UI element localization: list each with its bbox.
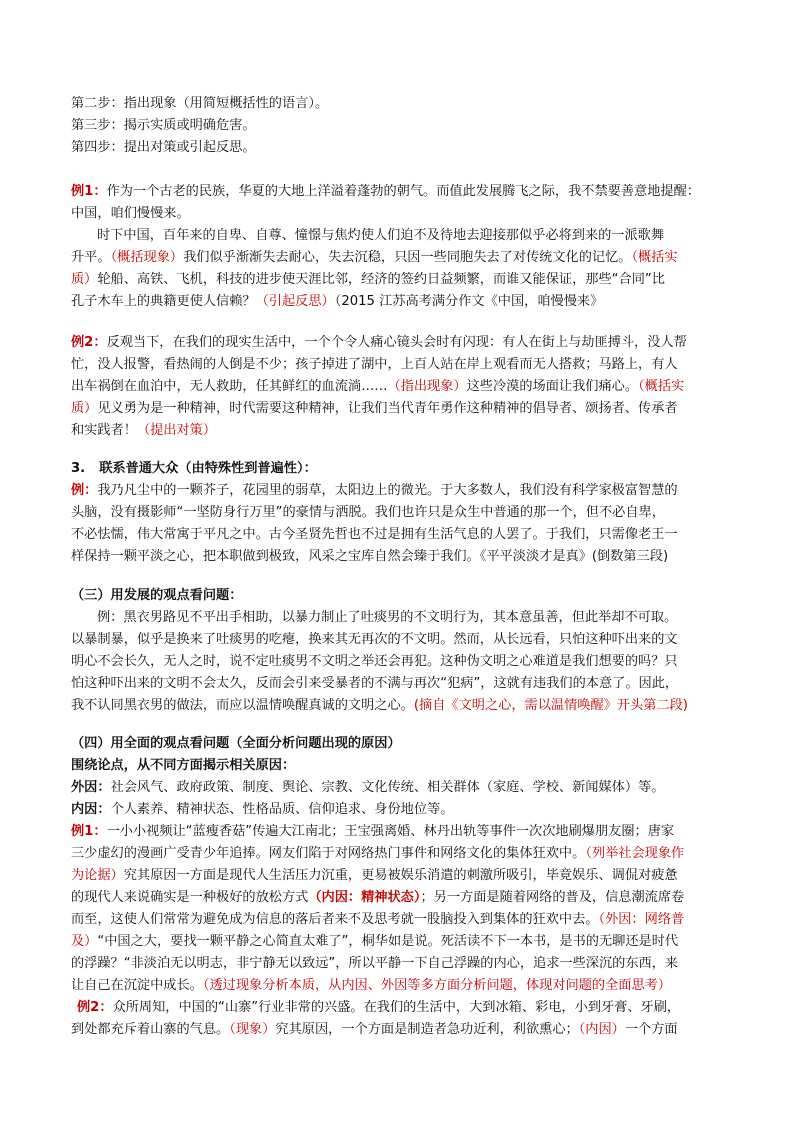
example-2-line xyxy=(71,420,216,442)
paragraph-text: 出车祸倒在血泊中，无人救助，任其鲜红的血流淌…… xyxy=(71,379,388,394)
source-citation: (摘自《文明之心，需以温情唤醒》开头第二段) xyxy=(413,698,688,713)
annotation-tag: （列举社会现象作 xyxy=(585,846,685,861)
section-heading: （四）用全面的观点看问题（全面分析问题出现的原因） xyxy=(71,736,401,751)
paragraph-text: 个人素养、精神状态、性格品质、信仰追求、身份地位等。 xyxy=(110,802,454,817)
annotation-tag: （概括实 xyxy=(638,379,685,394)
example-label: 例： xyxy=(71,483,98,498)
section-3-line: 头脑，没有摄影师“一坚防身行万里”的豪情与洒脱。我们也许只是众生中普通的那一个，但不必自卑， xyxy=(71,505,665,520)
paragraph-text: “中国之大，要找一颗平静之心简直太难了”，桐华如是说。死活读不下一本书，是书的无聊还是时代 xyxy=(97,934,679,949)
example-2-line xyxy=(71,398,678,420)
source-citation: （2015 江苏高考满分作文《中国，咱慢慢来》 xyxy=(334,294,604,309)
section-dev-line xyxy=(71,695,688,717)
paragraph-text: 究其原因，一个方面是制造者急功近利，利欲熏心； xyxy=(275,1022,579,1037)
paragraph-text: 孔子木车上的典籍更使人信赖？ xyxy=(71,294,256,309)
paragraph-text: 我不认同黑衣男的做法，而应以温情唤醒真诚的文明之心。 xyxy=(71,698,414,713)
annotation-tag: （内因） xyxy=(578,1022,625,1037)
section-all-ex1-line xyxy=(71,975,671,997)
section-all-ex2-line xyxy=(77,997,680,1019)
section-all-ex2-line xyxy=(71,1019,678,1041)
annotation-tag: （引起反思） xyxy=(255,294,335,309)
external-causes xyxy=(71,777,664,799)
section-3-line: 不必怯懦，伟大常寓于平凡之中。古今圣贤先哲也不过是拥有生活气息的人罢了。于我们，只需像老王一 xyxy=(71,527,678,542)
section-3-line: 样保持一颗平淡之心，把本职做到极致，风采之宝库自然会臻于我们。《平平淡淡才是真》(倒数第三段) xyxy=(71,549,669,564)
paragraph-text: 而至，这使人们常常为避免成为信息的落后者来不及思考就一股脑投入到集体的狂欢中去。 xyxy=(71,912,599,927)
paragraph-text: 一小小视频让“蓝瘦香菇”传遍大江南北；王宝强离婚、林丹出轨等事件一次次地刷爆朋友圈；唐家 xyxy=(106,824,675,839)
paragraph-text: 一个方面 xyxy=(624,1022,678,1037)
annotation-tag: （指出现象） xyxy=(387,379,467,394)
paragraph-text: 作为一个古老的民族，华夏的大地上洋溢着蓬勃的朝气。而值此发展腾飞之际，我不禁要善意地提醒： xyxy=(106,184,700,199)
example-2-line: 忙，没人报警，看热闹的人倒是不少；孩子掉进了湖中，上百人站在岸上观看而无人搭救；马路上，有人 xyxy=(71,357,678,372)
paragraph-text: 让自己在沉淀中成长。 xyxy=(71,978,203,993)
paragraph-text: 轮船、高铁、飞机，科技的进步使天涯比邻，经济的签约日益频繁，而谁又能保证，那些“合同”比 xyxy=(97,272,665,287)
section-dev-line: 明心不会长久，无人之时，说不定吐痰男不文明之举还会再犯。这种伪文明之心难道是我们想要的吗？只 xyxy=(71,654,678,669)
paragraph-text: 众所周知，中国的“山寨”行业非常的兴盛。在我们的生活中，大到冰箱、彩电，小到牙膏、牙刷， xyxy=(112,1000,681,1015)
example-label: 例1： xyxy=(71,824,107,839)
section-number: 3. xyxy=(71,461,86,476)
label: 外因： xyxy=(71,780,111,795)
annotation-tag: （外因：网络普 xyxy=(598,912,685,927)
example-1-line xyxy=(71,181,700,203)
step-4: 第四步：提出对策或引起反思。 xyxy=(71,140,256,155)
paragraph-text: ；另一方面是随着网络的普及，信息潮流席卷 xyxy=(420,890,685,905)
example-1-line xyxy=(71,247,678,269)
section-all-ex1-line xyxy=(71,909,684,931)
paragraph-text: 我们似乎渐渐失去耐心，失去沉稳，只因一些同胞失去了对传统文化的记忆。 xyxy=(183,250,632,265)
annotation-tag: 为论据） xyxy=(71,868,124,883)
example-1-line xyxy=(71,269,665,291)
paragraph-text: 见义勇为是一种精神，时代需要这种精神，让我们当代青年勇作这种精神的倡导者、颂扬者、传承者 xyxy=(97,401,678,416)
label: 内因： xyxy=(71,802,111,817)
paragraph-text: 升平。 xyxy=(71,250,111,265)
annotation-tag: 质） xyxy=(71,401,98,416)
example-label: 例2： xyxy=(77,1000,113,1015)
paragraph-text: 社会风气、政府政策、制度、舆论、宗教、文化传统、相关群体（家庭、学校、新闻媒体）等。 xyxy=(110,780,665,795)
paragraph-text: 究其原因一方面是现代人生活压力沉重，更易被娱乐消遣的刺激所吸引，毕竟娱乐、调侃对疲惫 xyxy=(123,868,678,883)
paragraph-text: 三少虚幻的漫画广受青少年追捧。网友们陷于对网络热门事件和网络文化的集体狂欢中。 xyxy=(71,846,586,861)
section-heading xyxy=(71,458,317,480)
step-2: 第二步：指出现象（用简短概括性的语言）。 xyxy=(71,96,329,111)
example-1-line: 中国，咱们慢慢来。 xyxy=(71,206,190,221)
example-label: 例2： xyxy=(71,335,107,350)
internal-causes xyxy=(71,799,453,821)
section-all-ex1-line xyxy=(71,843,684,865)
annotation-tag: （现象） xyxy=(229,1022,276,1037)
section-dev-line: 怕这种吓出来的文明不会太久，反而会引来受暴者的不满与再次“犯病”，这就有违我们的本意了。因此， xyxy=(71,676,679,691)
annotation-tag: 及） xyxy=(71,934,98,949)
paragraph-text: 和实践者！ xyxy=(71,423,137,438)
section-all-ex1-line xyxy=(71,821,674,843)
section-all-ex1-line xyxy=(71,865,678,887)
example-2-line xyxy=(71,332,687,354)
paragraph-text: 到处都充斥着山寨的气息。 xyxy=(71,1022,230,1037)
paragraph-text: 的现代人来说确实是一种极好的放松方式 xyxy=(71,890,309,905)
annotation-tag: （提出对策） xyxy=(136,423,217,438)
section-heading: （三）用发展的观点看问题： xyxy=(71,588,243,603)
section-all-ex1-line: 的浮躁？“非淡泊无以明志，非宁静无以致远”，所以平静一下自己浮躁的内心，追求一些深沉的东西，来 xyxy=(71,956,679,971)
annotation-tag: （概括现象） xyxy=(110,250,184,265)
example-1-line: 时下中国，百年来的自卑、自尊、憧憬与焦灼使人们迫不及待地去迎接那似乎必将到来的一派歌舞 xyxy=(97,228,665,243)
step-3: 第三步：揭示实质或明确危害。 xyxy=(71,118,256,133)
annotation-tag: （透过现象分析本质，从内因、外因等多方面分析问题，体现对问题的全面思考） xyxy=(202,978,672,993)
section-dev-line: 例：黑衣男路见不平出手相助，以暴力制止了吐痰男的不文明行为，其本意虽善，但此举却不可取。 xyxy=(97,610,678,625)
section-title: 联系普通大众（由特殊性到普遍性）： xyxy=(99,461,317,476)
annotation-tag: 质） xyxy=(71,272,98,287)
paragraph-text: 反观当下，在我们的现实生活中，一个个令人痛心镜头会时有闪现：有人在街上与劫匪搏斗，没人帮 xyxy=(106,335,687,350)
section-3-line xyxy=(71,480,678,502)
paragraph-text: 我乃凡尘中的一颗芥子，花园里的弱草，太阳边上的微光。于大多数人，我们没有科学家极富智慧的 xyxy=(97,483,678,498)
section-all-ex1-line xyxy=(71,931,678,953)
annotation-tag: （概括实 xyxy=(631,250,678,265)
example-1-line xyxy=(71,291,603,313)
annotation-tag: （内因：精神状态） xyxy=(308,890,421,905)
section-subheading: 围绕论点，从不同方面揭示相关原因： xyxy=(71,758,296,773)
paragraph-text: 这些冷漠的场面让我们痛心。 xyxy=(466,379,639,394)
example-2-line xyxy=(71,376,684,398)
section-dev-line: 以暴制暴，似乎是换来了吐痰男的吃瘪，换来其无再次的不文明。然而，从长远看，只怕这种吓出来的文 xyxy=(71,632,678,647)
section-all-ex1-line xyxy=(71,887,684,909)
example-label: 例1： xyxy=(71,184,107,199)
